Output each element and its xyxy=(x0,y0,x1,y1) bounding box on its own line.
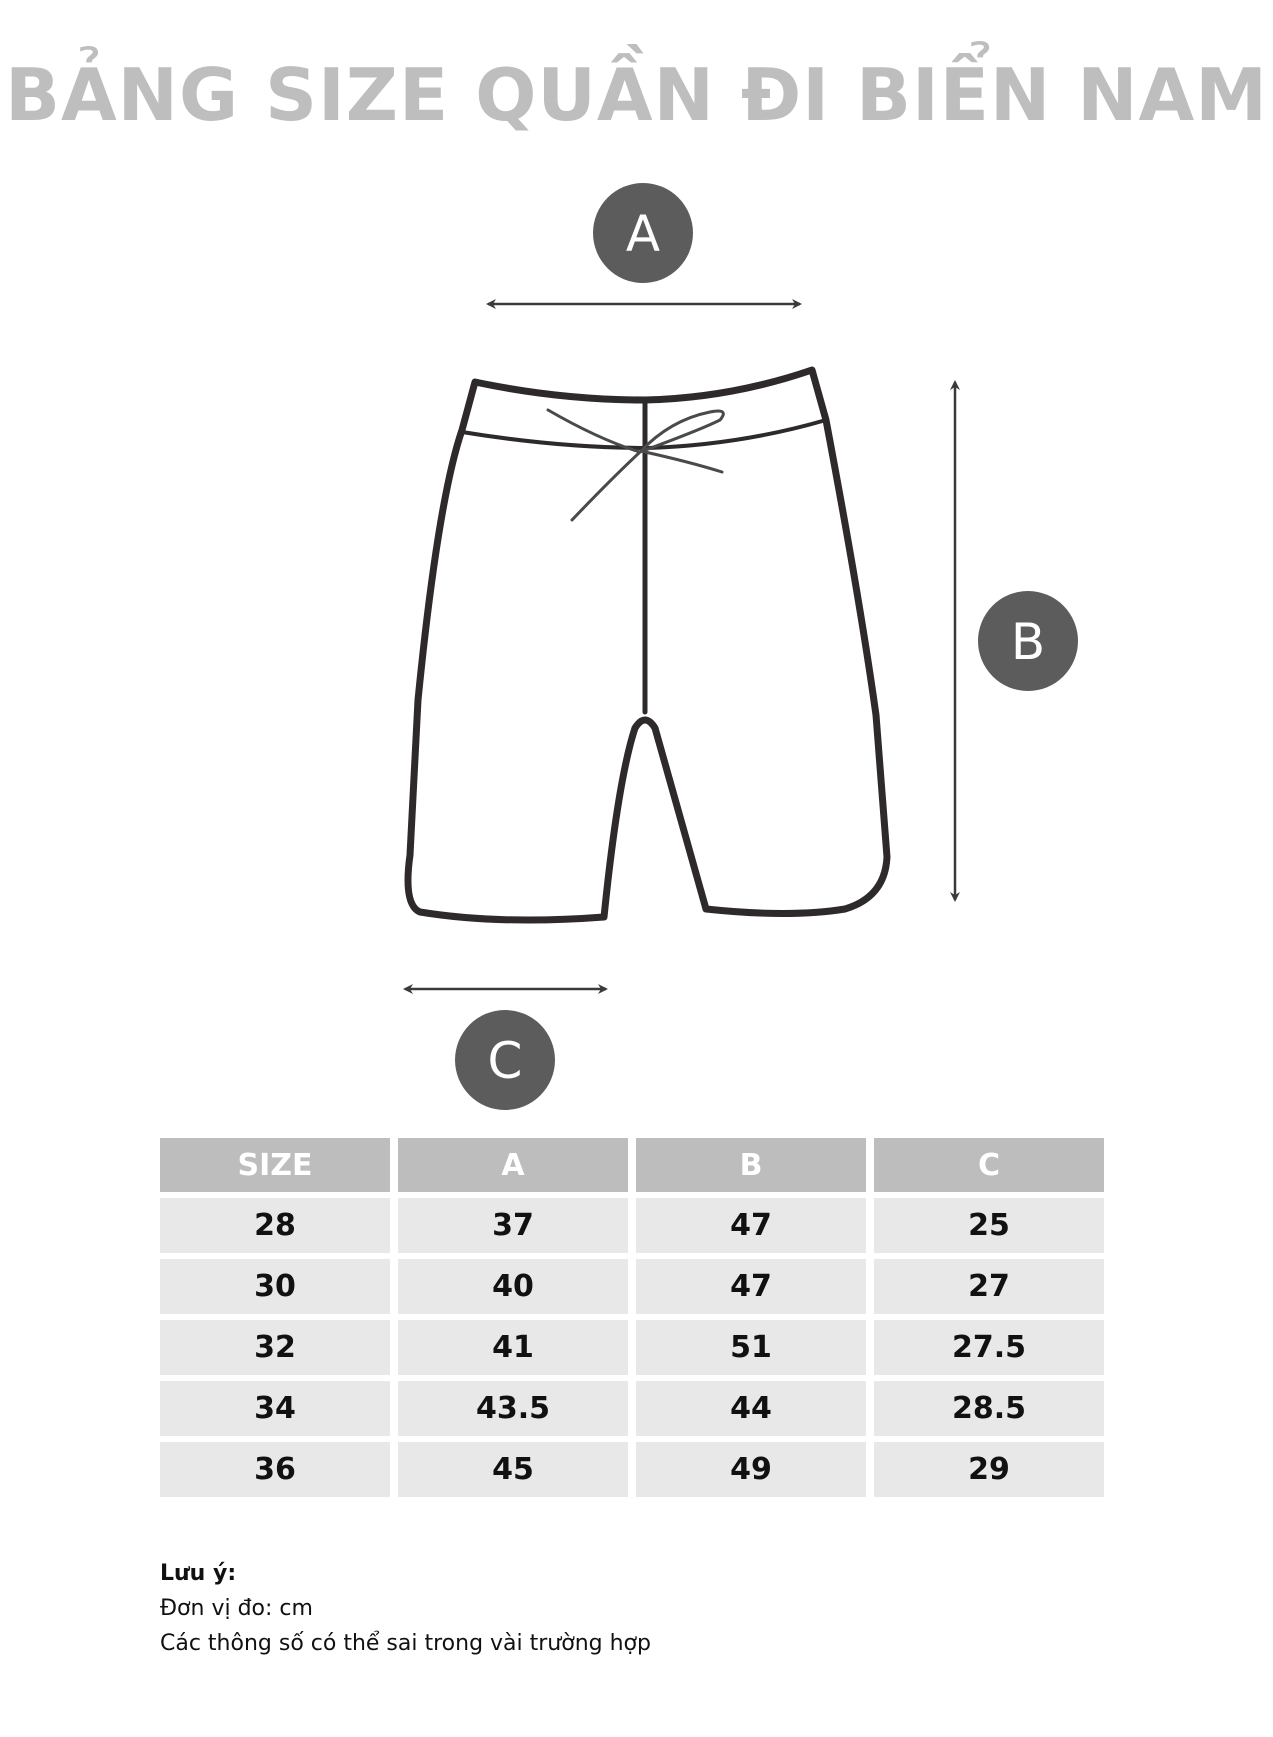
header-size: SIZE xyxy=(160,1138,390,1192)
table-header-row xyxy=(160,1138,1104,1192)
measure-b xyxy=(955,382,1078,900)
notes xyxy=(160,1556,651,1661)
cell-size: 32 xyxy=(160,1320,390,1375)
table-row xyxy=(160,1259,1104,1314)
header-a: A xyxy=(398,1138,628,1192)
badge-b-label: B xyxy=(1010,613,1046,671)
measure-c xyxy=(405,989,606,1110)
notes-title: Lưu ý: xyxy=(160,1561,237,1586)
cell-b: 44 xyxy=(636,1381,866,1436)
cell-c: 28.5 xyxy=(874,1381,1104,1436)
shorts-outline xyxy=(408,370,887,920)
cell-a: 41 xyxy=(398,1320,628,1375)
header-c: C xyxy=(874,1138,1104,1192)
cell-b: 51 xyxy=(636,1320,866,1375)
note-line: Đơn vị đo: cm xyxy=(160,1596,313,1621)
cell-c: 25 xyxy=(874,1198,1104,1253)
cell-a: 45 xyxy=(398,1442,628,1497)
cell-c: 27.5 xyxy=(874,1320,1104,1375)
size-table xyxy=(160,1138,1104,1503)
cell-a: 43.5 xyxy=(398,1381,628,1436)
table-row xyxy=(160,1442,1104,1497)
cell-b: 47 xyxy=(636,1198,866,1253)
drawstring-end xyxy=(645,452,722,472)
cell-size: 34 xyxy=(160,1381,390,1436)
page-title: BẢNG SIZE QUẦN ĐI BIỂN NAM xyxy=(5,53,1268,137)
measure-a xyxy=(488,183,800,304)
badge-a-label: A xyxy=(625,205,661,263)
table-row xyxy=(160,1381,1104,1436)
cell-size: 36 xyxy=(160,1442,390,1497)
cell-b: 47 xyxy=(636,1259,866,1314)
cell-c: 29 xyxy=(874,1442,1104,1497)
cell-a: 40 xyxy=(398,1259,628,1314)
table-row xyxy=(160,1320,1104,1375)
cell-b: 49 xyxy=(636,1442,866,1497)
badge-c-label: C xyxy=(487,1032,523,1090)
cell-c: 27 xyxy=(874,1259,1104,1314)
cell-size: 30 xyxy=(160,1259,390,1314)
header-b: B xyxy=(636,1138,866,1192)
cell-size: 28 xyxy=(160,1198,390,1253)
note-line: Các thông số có thể sai trong vài trường hợp xyxy=(160,1631,651,1656)
table-row xyxy=(160,1198,1104,1253)
cell-a: 37 xyxy=(398,1198,628,1253)
